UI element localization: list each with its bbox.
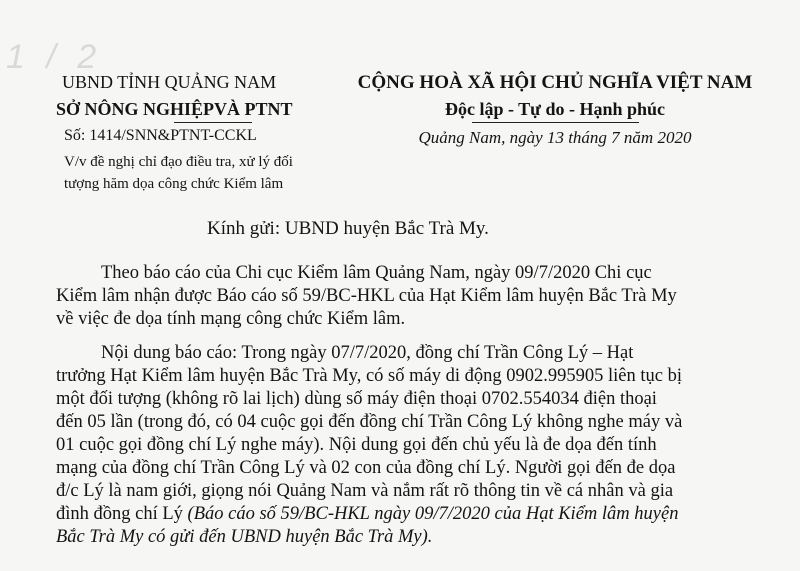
recipient-line: Kính gửi: UBND huyện Bắc Trà My. [207,218,489,239]
subject-line: tượng hăm dọa công chức Kiểm lâm [64,176,284,192]
paragraph-line: Theo báo cáo của Chi cục Kiểm lâm Quảng Nam, ngày 09/7/2020 Chi cục [101,263,652,283]
place-date-line: Quảng Nam, ngày 13 tháng 7 năm 2020 [418,128,692,147]
paragraph-line: 01 cuộc gọi đồng chí Lý nghe máy). Nội dung gọi đến chủ yếu là đe dọa đến tính [56,435,657,455]
paragraph-line: Nội dung báo cáo: Trong ngày 07/7/2020, đồng chí Trần Công Lý – Hạt [101,343,634,363]
paragraph-line [56,503,729,526]
subject-line: V/v đề nghị chỉ đạo điều tra, xử lý đối [64,154,293,170]
report-citation-continued: Bắc Trà My có gửi đến UBND huyện Bắc Trà My). [56,527,433,547]
report-citation: (Báo cáo số 59/BC-HKL ngày 09/7/2020 của Hạt Kiểm lâm huyện [187,504,679,524]
national-motto: Độc lập - Tự do - Hạnh phúc [444,99,666,119]
organization-underline [174,122,252,123]
paragraph-line: trưởng Hạt Kiểm lâm huyện Bắc Trà My, có số máy di động 0902.995905 liên tục bị [56,366,682,386]
document-number: Số: 1414/SNN&PTNT-CCKL [64,127,257,144]
organization-name: SỞ NÔNG NGHIỆPVÀ PTNT [56,99,293,119]
paragraph-line: Kiểm lâm nhận được Báo cáo số 59/BC-HKL của Hạt Kiểm lâm huyện Bắc Trà My [56,286,677,306]
paragraph-text: đình đồng chí Lý [56,504,188,524]
paragraph-report-content [56,342,729,549]
page-number-watermark: 1 / 2 [6,38,103,76]
document-subject [64,151,293,195]
motto-underline [472,122,639,123]
paragraph-line: đ/c Lý là nam giới, giọng nói Quảng Nam và nắm rất rõ thông tin về cá nhân và gia [56,481,674,501]
parent-organization: UBND TỈNH QUẢNG NAM [62,72,277,92]
paragraph-line: một đối tượng (không rõ lai lịch) dùng số máy điện thoại 0702.554034 điện thoại [56,389,657,409]
nation-title: CỘNG HOÀ XÃ HỘI CHỦ NGHĨA VIỆT NAM [357,72,753,93]
paragraph-line: mạng của đồng chí Trần Công Lý và 02 con của đồng chí Lý. Người gọi đến đe dọa [56,458,676,478]
paragraph-report-source [56,262,729,331]
paragraph-line: về việc đe dọa tính mạng công chức Kiểm lâm. [56,309,406,329]
paragraph-line: đến 05 lần (trong đó, có 04 cuộc gọi đến đồng chí Trần Công Lý không nghe máy và [56,412,683,432]
